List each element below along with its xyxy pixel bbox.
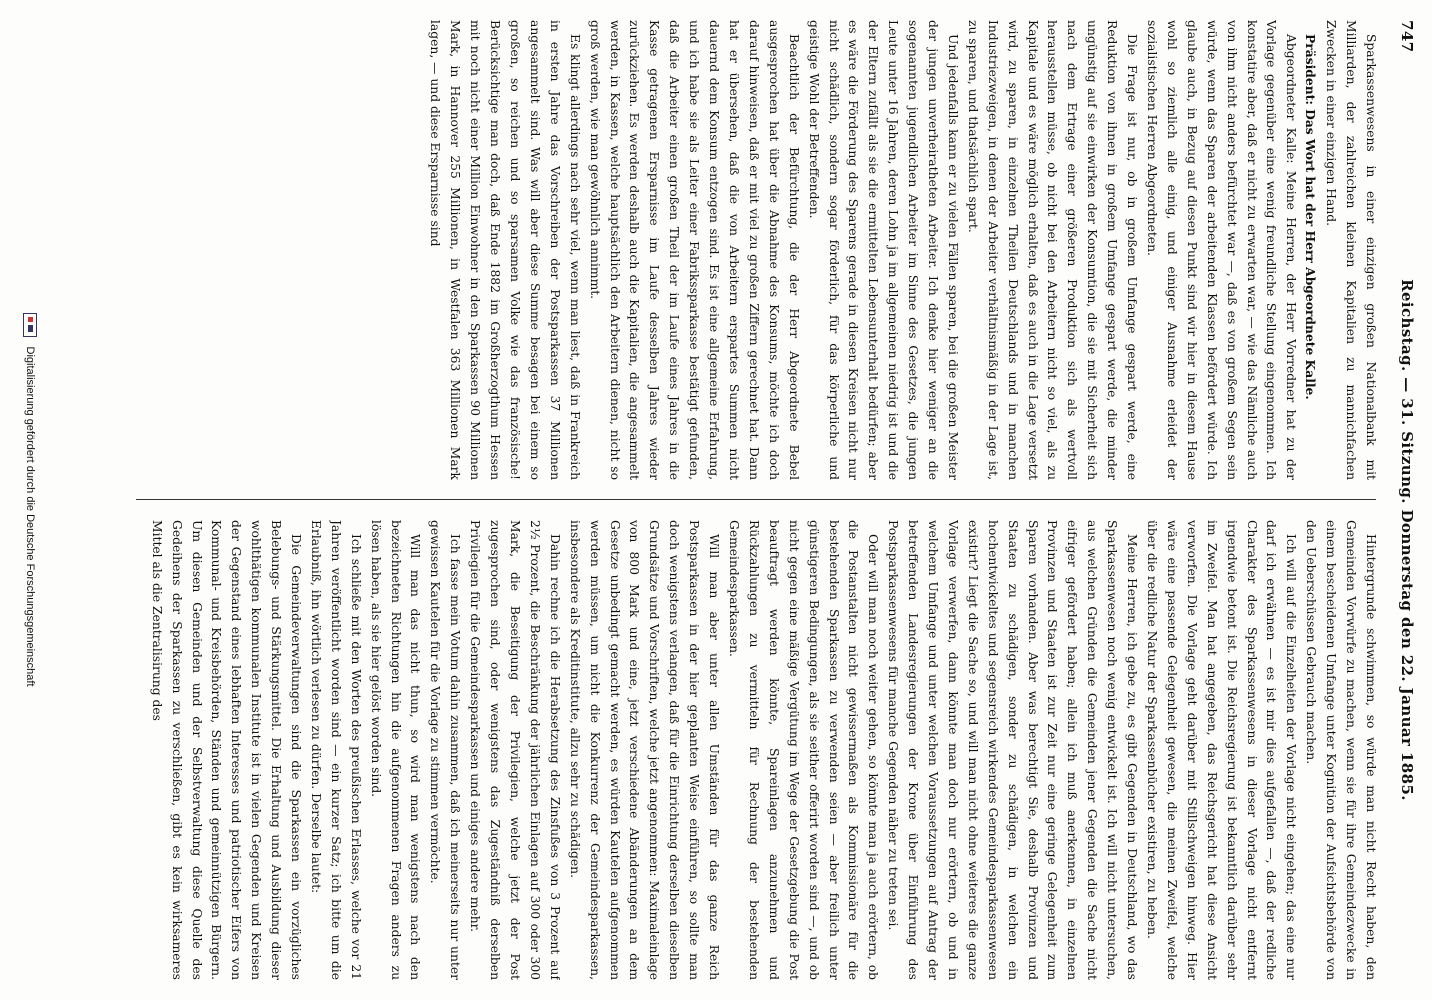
paragraph: Meine Herren, ich gebe zu, es gibt Gegenden in Deutschland, wo das Sparkassenwesen noch wenig entwickelt ist. Ich will nicht untersuchen, aus welchen Gründen die Gemeinden jener Gegenden die Sache nicht eifriger gefördert haben; allein ich muß anerkennen, in einzelnen Provinzen und Staaten ist zur Zeit nur eine geringe Gelegenheit zum Sparen vorhanden. Aber was berechtigt Sie, deshalb Provinzen und Staaten zu schädigen, sonder zu schädigen, in welchen ein hochentwickeltes und segensreich wirkendes Gemeindesparkassenwesen existirt? Liegt die Sache so, und will man nicht ohne weiteres die ganze Vorlage verwerfen, dann könnte man doch nur erörtern, ob und in welchem Umfange und unter welchen Voraussetzungen auf Antrag der betreffenden Landesregierungen der Krone über Einführung des Postsparkassenwesens für manche Gegenden näher zu treten sei. [886, 520, 1140, 980]
paragraph: Hintergrunde schwimmen, so würde man nicht Recht haben, den Gemeinden Vorwürfe zu machen, wenn sie für ihre Gemeindezwecke in einem bescheidenen Umfange unter Kognition der Aufsichtsbehörde von den Ueberschüssen Gebrauch machen. [1304, 520, 1378, 980]
paragraph: Es klingt allerdings nach sehr viel, wenn man liest, daß in Frankreich in ersten Jahre das Vorschreiben der Postsparkassen 37 Millionen angesammelt sind. Was will aber diese Summe besagen bei einem so großen, so reichen und so sparsamen Volke wie das französische! Berücksichtige man doch, daß Ende 1882 im Großherzogthum Hessen mit noch nicht einer Million Einwohner in den Sparkassen 90 Millionen Mark, in Hannover 255 Millionen, in Westfalen 363 Millionen Mark lagen, — und diese Ersparnisse sind [428, 20, 582, 480]
paragraph: Dahin rechne ich die Herabsetzung des Zinsfußes von 3 Prozent auf 2½ Prozent, die Beschränkung der jährlichen Einlagen auf 300 oder 300 Mark, die Beseitigung der Privilegien, welche jetzt der Post zugesprochen sind, oder wenigstens das Zugeständniß derselben Privilegien für die Gemeindesparkassen und einiges andere mehr. [468, 520, 562, 980]
paragraph: Und jedenfalls kann er zu vielen Fällen sparen, bei die großen Meister der jungen unverheiratheten Arbeiter. Ich denke hier weniger an die sogenannten jugendlichen Arbeiter im Sinne des Gesetzes, die jungen Leute unter 16 Jahren, deren Lohn ja im allgemeinen niedrig ist und die der Eltern zufällt als sie die ermittelten Lebensunterhalt bedürfen; aber es wäre die Förderung des Sparens gerade in diesen Kreisen nicht nur nicht schädlich, sondern sogar förderlich, für das körperliche und geistige Wohl der Betreffenden. [806, 20, 960, 480]
page-header [1392, 20, 1416, 980]
paragraph: Oder will man noch weiter gehen, so könnte man ja auch erörtern, ob die Postanstalten nicht gewissermaßen als Kommissionäre für die bestehenden Sparkassen zu verwenden seien — aber freilich unter günstigeren Bedingungen, als sie seither offerirt worden sind —, und ob nicht gegen eine mäßige Vergütung im Wege der Gesetzgebung die Post beauftragt werden könnte, Spareinlagen anzunehmen und Rückzahlungen zu vermitteln für Rechnung der bestehenden Gemeindesparkassen. [727, 520, 881, 980]
credit-text: Digitalisierung gefördert durch die Deutsche Forschungsgemeinschaft [24, 346, 37, 687]
paragraph: Sparkassenwesens in einer einzigen großen Nationalbank mit Milliarden, der zahlreichen kleinen Kapitalien zu mannichfachen Zwecken in einer einzigen Hand. [1324, 20, 1378, 480]
quoted-passage: Die Gemeindeverwaltungen sind die Sparkassen ein vorzügliches Belebungs- und Stärkungsmittel. Die Erhaltung und Ausbildung dieser wohlthätigen kommunalen Institute ist in vielen Gegenden und Kreisen der Gegenstand eines lebhaften Interesses und patriotischer Eifers von Kommunal- und Kreisbehörden, Ständen und gemeinnützigen Bürgern. Um diesen Gemeinden und der Selbstverwaltung diese Quelle des Gedeihens der Sparkassen zu verschließen, gibt es kein wirksameres Mittel als die Zentralisirung des [149, 520, 304, 980]
text-column-left [60, 20, 1380, 480]
page-number: 747 [1398, 20, 1416, 53]
paragraph: Ich fasse mein Votum dahin zusammen, daß ich meinerseits nur unter gewissen Kautelen für die Vorlage zu stimmen vermöchte. [428, 520, 463, 980]
dfg-logo-icon [23, 313, 37, 337]
paragraph: Will man das nicht thun, so wird man wenigstens nach den bezeichneten Richtungen hin die aufgenommenen Fragen anders zu lösen haben, als sie hier gelöst worden sind. [368, 520, 423, 980]
paragraph: Ich schließe mit den Worten des preußischen Erlasses, welche vor 21 Jahren veröffentlicht worden sind — ein kurzer Satz; ich bitte um die Erlaubniß, ihn wörtlich verlesen zu dürfen. Derselbe lautet: [308, 520, 363, 980]
paragraph: Ich will auf die Einzelheiten der Vorlage nicht eingehen; das eine nur darf ich erwähnen — es ist mir dies aufgefallen —, daß der redliche Charakter des Sparkassenwesens in dieser Vorlage nicht entfernt irgendwie betont ist. Die Reichsregierung ist bekanntlich darüber sehr im Zweifel. Man hat angegeben, das Reichsgericht hat diese Ansicht verworfen. Die Vorlage geht darüber mit Stillschweigen hinweg. Hier wäre eine passende Gelegenheit gewesen, die meinen Zweifel, welche über die redliche Natur der Sparkassenbücher existiren, zu heben. [1145, 520, 1299, 980]
digitization-credit [7, 0, 37, 1000]
text-column-right [60, 520, 1380, 980]
paragraph: Beachtlich der Befürchtung, die der Herr Abgeordnete Bebel ausgesprochen hat über die Abnahme des Konsums, möchte ich doch darauf hinweisen, daß er mit viel zu großen Ziffern gerechnet hat. Dann hat er übersehen, daß die von Arbeitern erspartes Summen nicht dauernd dem Konsum entzogen sind. Es ist eine allgemeine Erfahrung, und ich habe sie als Leiter einer Fabrikssparkasse bestätigt gefunden, daß die Arbeiter einen großen Theil der im Laufe eines Jahres in die Kasse getragenen Ersparnisse im Laufe desselben Jahres wieder zurückziehen. Es werden deshalb auch die Kapitalien, die angesammelt werden, in Kassen, welche hauptsächlich den Arbeitern dienen, nicht so groß werden, wie man gewöhnlich annimmt. [587, 20, 801, 480]
column-divider [136, 499, 1376, 500]
paragraph: Abgeordneter Kalle: Meine Herren, der Herr Vorredner hat zu der Vorlage gegenüber eine wenig freundliche Stellung eingenommen. Ich konstatire aber, daß er nicht zu erwarten war, — wie das Nämliche auch von ihm nicht anders befürchtet war —, daß es von großem Segen sein würde, wenn das Sparen der arbeitenden Klassen befördert würde. Ich glaube auch, in Bezug auf diesen Punkt sind wir hier in diesem Hause wohl so ziemlich alle einig, und einiger Ausnahme erleidet der sozialistischen Herren Abgeordneten. [1145, 20, 1299, 480]
paragraph: Die Frage ist nur, ob in großem Umfange gespart werde, eine Reduktion von ihnen in großem Umfange gespart werde, die minder ungünstig auf sie einwirken der Konsumtion, die sie mit Sicherheit sich nach dem Ertrage einer größeren Produktion sich als wertvoll herausstellen müsse, ob nicht bei den Arbeitern nicht so viel, als zu Kapitale und es wäre möglich erhalten, daß es auch in die Lage versetzt wird, zu sparen, in einzelnen Theilen Deutschlands und in manchen Industriezweigen, in denen der Arbeiter verhältnismäßig in der Lage ist, zu sparen, und thatsächlich spart. [965, 20, 1140, 480]
speaker-line: Präsident: Das Wort hat der Herr Abgeordnete Kalle. [1303, 34, 1319, 400]
paragraph: Will man aber unter allen Umständen für das ganze Reich Postsparkassen in der hier geplanten Weise einführen, so sollte man doch wenigstens verlangen, daß für die Einrichtung derselben dieselben Grundsätze und Vorschriften, welche jetzt angenommen: Maximaleinlage von 800 Mark und eine, jetzt verschiedene Abänderungen an dem Gesetze unbedingt gemacht werden, es würden Kautelen aufgenommen werden müssen, um nicht die Konkurrenz der Gemeindesparkassen, insbesondere als Kreditinstitute, allzu sehr zu schädigen. [567, 520, 722, 980]
running-title: Reichstag. — 31. Sitzung. Donnerstag den 22. Januar 1885. [1398, 279, 1416, 801]
